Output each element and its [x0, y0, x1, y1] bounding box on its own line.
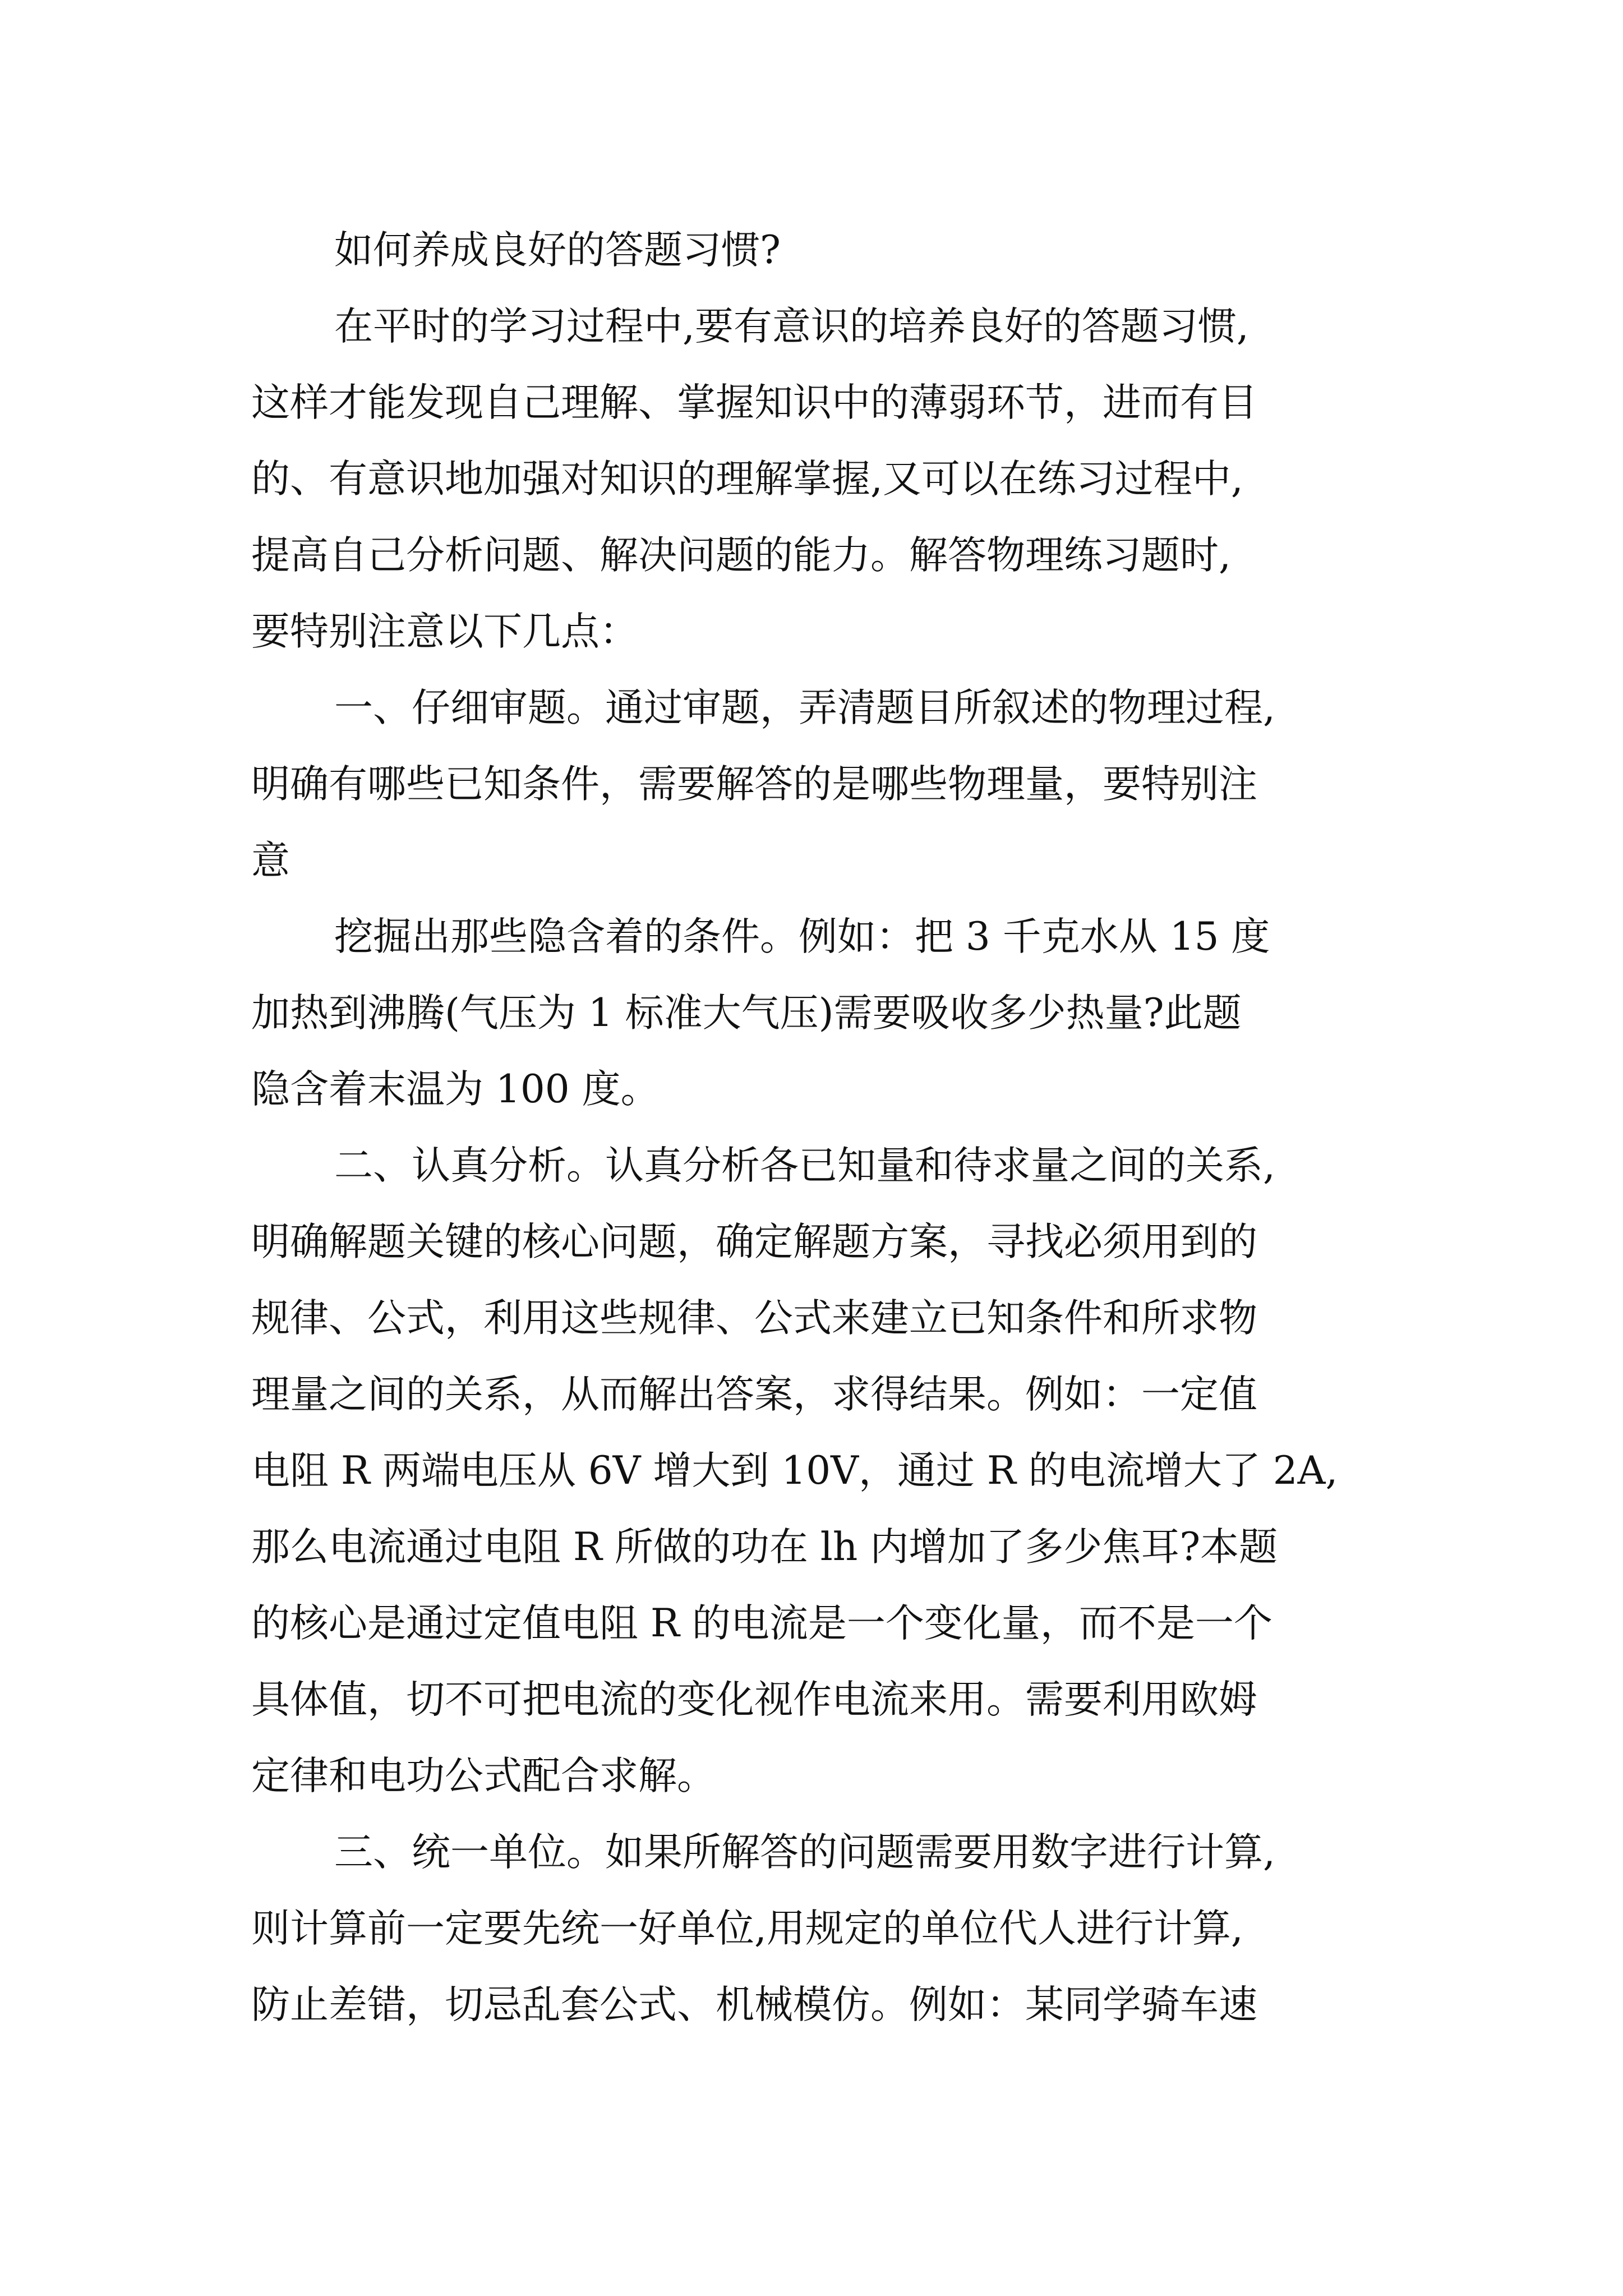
document-body: [251, 212, 1418, 2043]
paragraph-line: 定律和电功公式配合求解。: [251, 1754, 716, 1798]
paragraph-line: 的核心是通过定值电阻 R 的电流是一个变化量，而不是一个: [251, 1601, 1272, 1646]
paragraph-line: 那么电流通过电阻 R 所做的功在 lh 内增加了多少焦耳?本题: [251, 1525, 1278, 1570]
paragraph-line: 隐含着末温为 100 度。: [251, 1067, 660, 1112]
paragraph-line: 三、统一单位。如果所解答的问题需要用数字进行计算,: [334, 1830, 1275, 1875]
paragraph-line: 一、仔细审题。通过审题，弄清题目所叙述的物理过程,: [334, 685, 1275, 730]
paragraph-line: 提高自己分析问题、解决问题的能力。解答物理练习题时,: [251, 533, 1231, 578]
paragraph-line: 挖掘出那些隐含着的条件。例如：把 3 千克水从 15 度: [334, 914, 1270, 959]
paragraph-line: 电阻 R 两端电压从 6V 增大到 10V，通过 R 的电流增大了 2A,: [251, 1448, 1338, 1493]
paragraph-line: 理量之间的关系，从而解出答案，求得结果。例如：一定值: [251, 1372, 1257, 1417]
paragraph-line: 明确解题关键的核心问题，确定解题方案，寻找必须用到的: [251, 1220, 1257, 1264]
paragraph-line: 在平时的学习过程中,要有意识的培养良好的答题习惯,: [334, 304, 1249, 349]
paragraph-line: 这样才能发现自己理解、掌握知识中的薄弱环节，进而有目: [251, 380, 1257, 425]
paragraph-line: 加热到沸腾(气压为 1 标准大气压)需要吸收多少热量?此题: [251, 991, 1242, 1036]
paragraph-line: 要特别注意以下几点：: [251, 609, 638, 654]
paragraph-line: 二、认真分析。认真分析各已知量和待求量之间的关系,: [334, 1143, 1275, 1188]
paragraph-line: 防止差错，切忌乱套公式、机械模仿。例如：某同学骑车速: [251, 1982, 1257, 2027]
paragraph-line: 明确有哪些已知条件，需要解答的是哪些物理量，要特别注: [251, 762, 1257, 807]
paragraph-line: 的、有意识地加强对知识的理解掌握,又可以在练习过程中,: [251, 457, 1243, 501]
paragraph-line: 意: [251, 838, 290, 883]
document-title: 如何养成良好的答题习惯?: [334, 228, 781, 273]
paragraph-line: 具体值，切不可把电流的变化视作电流来用。需要利用欧姆: [251, 1677, 1257, 1722]
paragraph-line: 规律、公式，利用这些规律、公式来建立已知条件和所求物: [251, 1296, 1257, 1341]
paragraph-line: 则计算前一定要先统一好单位,用规定的单位代人进行计算,: [251, 1906, 1243, 1951]
